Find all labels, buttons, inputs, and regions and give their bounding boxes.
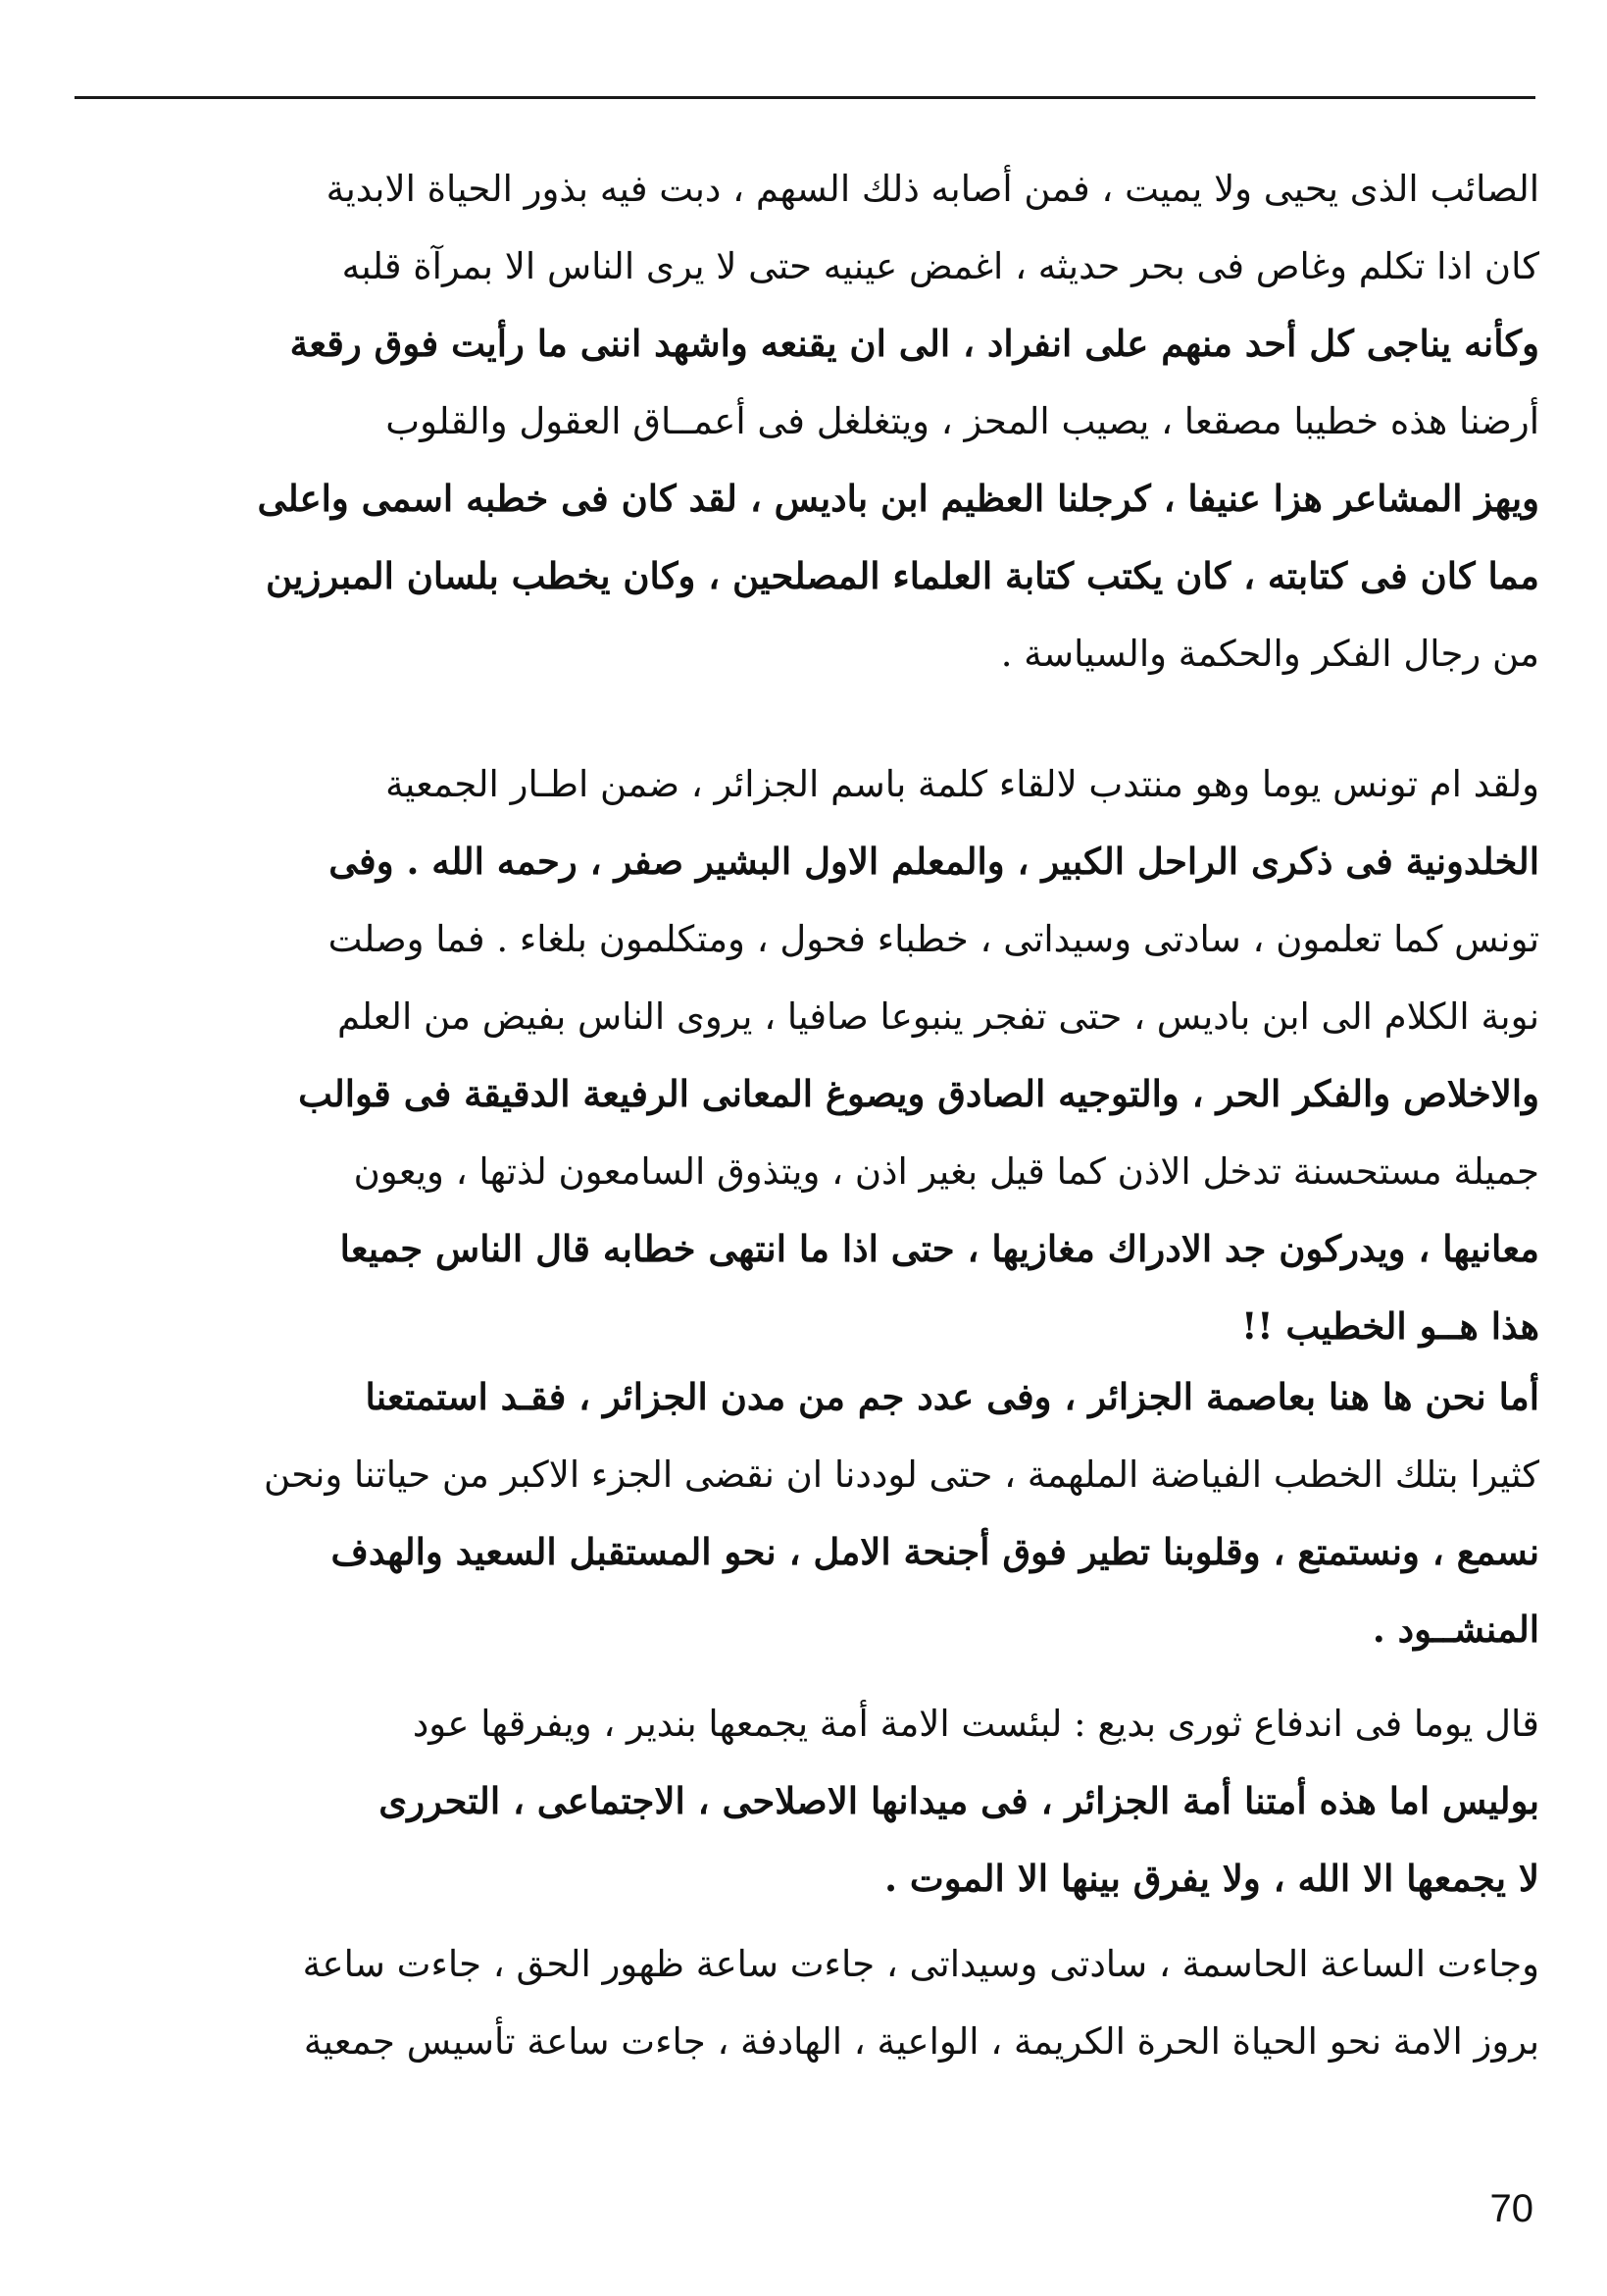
text-line: من رجال الفكر والحكمة والسياسة . — [1000, 633, 1539, 675]
text-line: هذا هــو الخطيب !! — [1241, 1304, 1539, 1348]
text-line: الخلدونية فى ذكرى الراحل الكبير ، والمعلم الاول البشير صفر ، رحمه الله . وفى — [328, 840, 1539, 883]
text-line: كثيرا بتلك الخطب الفياضة الملهمة ، حتى لوددنا ان نقضى الجزء الاكبر من حياتنا ونحن — [264, 1454, 1539, 1496]
text-line: تونس كما تعلمون ، سادتى وسيداتى ، خطباء فحول ، ومتكلمون بلغاء . فما وصلت — [327, 918, 1539, 960]
text-line: أرضنا هذه خطيبا مصقعا ، يصيب المحز ، ويتغلغل فى أعمــاق العقول والقلوب — [385, 400, 1539, 442]
paragraph-3 — [69, 1358, 1539, 1668]
text-line: كان اذا تكلم وغاص فى بحر حديثه ، اغمض عينيه حتى لا يرى الناس الا بمرآة قلبه — [341, 245, 1539, 287]
paragraph-2 — [69, 745, 1539, 1365]
text-line: ولقد ام تونس يوما وهو منتدب لالقاء كلمة باسم الجزائر ، ضمن اطـار الجمعية — [385, 763, 1539, 805]
text-line: والاخلاص والفكر الحر ، والتوجيه الصادق ويصوغ المعانى الرفيعة الدقيقة فى قوالب — [298, 1072, 1539, 1115]
text-line: ويهز المشاعر هزا عنيفا ، كرجلنا العظيم ابن باديس ، لقد كان فى خطبه اسمى واعلى — [257, 477, 1539, 520]
paragraph-1 — [69, 150, 1539, 692]
text-line: قال يوما فى اندفاع ثورى بديع : لبئست الامة أمة يجمعها بندير ، ويفرقها عود — [412, 1703, 1539, 1745]
paragraph-4 — [69, 1685, 1539, 1917]
text-line: المنشــود . — [1372, 1607, 1539, 1651]
text-line: نسمع ، ونستمتع ، وقلوبنا تطير فوق أجنحة الامل ، نحو المستقبل السعيد والهدف — [330, 1530, 1539, 1573]
text-line: الصائب الذى يحيى ولا يميت ، فمن أصابه ذلك السهم ، دبت فيه بذور الحياة الابدية — [326, 168, 1539, 210]
text-line: أما نحن ها هنا بعاصمة الجزائر ، وفى عدد جم من مدن الجزائر ، فقـد استمتعنا — [365, 1375, 1539, 1418]
text-line: نوبة الكلام الى ابن باديس ، حتى تفجر ينبوعا صافيا ، يروى الناس بفيض من العلم — [336, 995, 1539, 1038]
text-line: لا يجمعها الا الله ، ولا يفرق بينها الا الموت . — [884, 1857, 1539, 1900]
text-line: جميلة مستحسنة تدخل الاذن كما قيل بغير اذن ، ويتذوق السامعون لذتها ، ويعون — [353, 1150, 1539, 1193]
page-number: 70 — [1489, 2187, 1533, 2230]
text-line: وجاءت الساعة الحاسمة ، سادتى وسيداتى ، جاءت ساعة ظهور الحق ، جاءت ساعة — [302, 1943, 1539, 1985]
header-rule — [75, 96, 1535, 99]
text-line: بوليس اما هذه أمتنا أمة الجزائر ، فى ميدانها الاصلاحى ، الاجتماعى ، التحررى — [378, 1779, 1539, 1822]
paragraph-5 — [69, 1925, 1539, 2080]
text-line: بروز الامة نحو الحياة الحرة الكريمة ، الواعية ، الهادفة ، جاءت ساعة تأسيس جمعية — [303, 2020, 1539, 2063]
text-line: معانيها ، ويدركون جد الادراك مغازيها ، حتى اذا ما انتهى خطابه قال الناس جميعا — [339, 1227, 1539, 1270]
text-line: مما كان فى كتابته ، كان يكتب كتابة العلماء المصلحين ، وكان يخطب بلسان المبرزين — [266, 554, 1539, 597]
text-line: وكأنه يناجى كل أحد منهم على انفراد ، الى ان يقنعه واشهد اننى ما رأيت فوق رقعة — [289, 322, 1539, 365]
